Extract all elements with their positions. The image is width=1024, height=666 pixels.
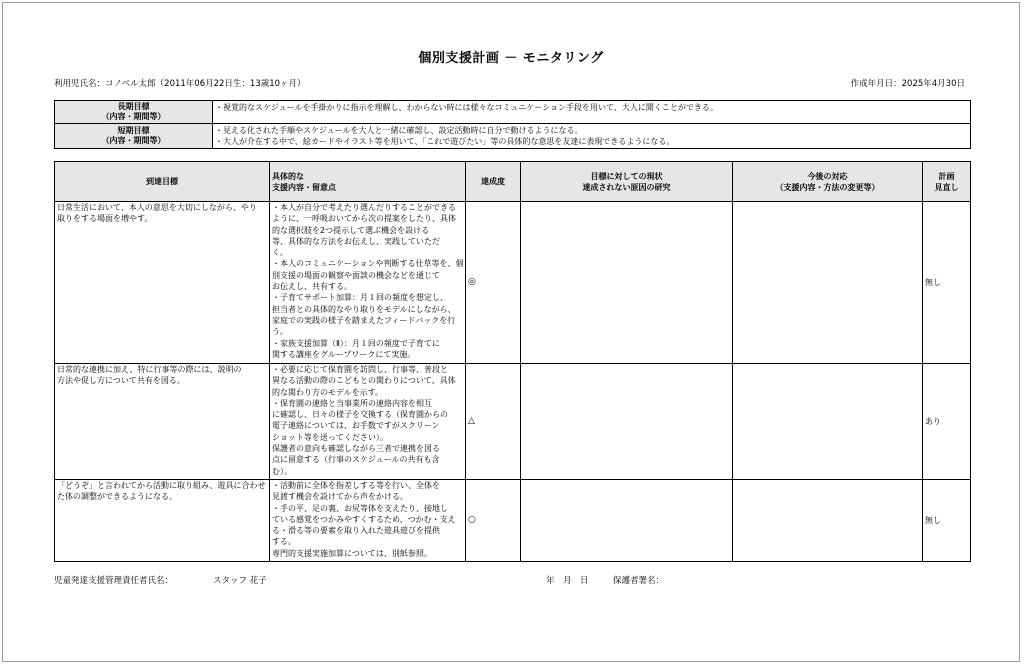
guardian-signature-label: 保護者署名： xyxy=(613,576,665,586)
plan-review-cell: あり xyxy=(923,364,971,480)
analysis-cell xyxy=(521,202,733,364)
header-future: 今後の対応 （支援内容・方法の変更等） xyxy=(733,162,923,202)
signature-date: 年 月 日 xyxy=(546,576,589,586)
short-term-goal-label: 短期目標 （内容・期間等） xyxy=(55,124,213,149)
header-support: 具体的な 支援内容・留意点 xyxy=(270,162,466,202)
short-term-goal-row xyxy=(55,124,971,149)
user-info: 利用児氏名：コノベル太郎（2011年06月22日生：13歳10ヶ月） xyxy=(54,79,306,89)
long-term-goal-text: ・視覚的なスケジュールを手掛かりに指示を理解し、わからない時には様々なコミュニケーション手段を用いて、大人に聞くことができる。 xyxy=(213,101,971,124)
created-date: 作成年月日：2025年4月30日 xyxy=(850,79,965,89)
table-row xyxy=(55,364,971,480)
support-cell: ・必要に応じて保育園を訪問し、行事等、普段と 異なる活動の際のこどもとの関わりについて、具体 的な関わり方のモデルを示す。 ・保育園の連絡と当事業所の連絡内容を相互 に確認し、日々の様子を交換する（保育園からの 電子連絡については、お手数ですがスクリーン ショット等を送ってください）。 保護者の意向も確認しながら三者で連携を図る 点に留意する（行事のスケジュールの共有も含 む）。 xyxy=(270,364,466,480)
future-cell xyxy=(733,364,923,480)
long-term-goal-row xyxy=(55,101,971,124)
header-analysis: 目標に対しての現状 達成されない原因の研究 xyxy=(521,162,733,202)
achievement-cell: ◎ xyxy=(466,202,521,364)
goal-cell: 日常的な連携に加え、特に行事等の際には、説明の 方法や促し方について共有を図る。 xyxy=(55,364,270,480)
future-cell xyxy=(733,202,923,364)
page-title: 個別支援計画 － モニタリング xyxy=(418,51,604,66)
analysis-cell xyxy=(521,480,733,562)
header-goal: 到達目標 xyxy=(55,162,270,202)
short-term-goal-text: ・見える化された手順やスケジュールを大人と一緒に確認し、設定活動時に自分で動けるようになる。 ・大人が介在する中で、絵カードやイラスト等を用いて、「これで遊びたい」等の具体的な意思を友達に表現できるようになる。 xyxy=(213,124,971,149)
analysis-cell xyxy=(521,364,733,480)
plan-review-cell: 無し xyxy=(923,480,971,562)
plan-review-cell: 無し xyxy=(923,202,971,364)
manager-label: 児童発達支援管理責任者氏名： xyxy=(54,576,174,586)
table-row xyxy=(55,480,971,562)
document-page xyxy=(2,2,1020,662)
monitoring-table xyxy=(54,161,971,562)
table-header-row xyxy=(55,162,971,202)
future-cell xyxy=(733,480,923,562)
achievement-cell: ○ xyxy=(466,480,521,562)
manager-name: スタッフ 花子 xyxy=(213,576,267,586)
achievement-cell: △ xyxy=(466,364,521,480)
support-cell: ・本人が自分で考えたり選んだりすることができる ように、一呼吸おいてから次の提案をしたり、具体 的な選択肢を2つ提示して選ぶ機会を設ける 等、具体的な方法をお伝えし、実践していただ く。 ・本人のコミュニケーションや判断する仕草等を、個 別支援の場面の観察や面談の機会などを通じて お伝えし、共有する。 ・子育てサポート加算：月１回の頻度を想定し、 担当者との具体的なやり取りをモデルにしながら、 家庭での実践の様子を踏まえたフィードバックを行 う。 ・家族支援加算（Ⅱ）：月１回の頻度で子育てに 関する講座をグループワークにて実施。 xyxy=(270,202,466,364)
goals-table xyxy=(54,100,971,149)
goal-cell: 日常生活において、本人の意思を大切にしながら、やり 取りをする場面を増やす。 xyxy=(55,202,270,364)
header-plan-review: 計画 見直し xyxy=(923,162,971,202)
long-term-goal-label: 長期目標 （内容・期間等） xyxy=(55,101,213,124)
goal-cell: 「どうぞ」と言われてから活動に取り組み、遊具に合わせ た体の調整ができるようになる。 xyxy=(55,480,270,562)
support-cell: ・活動前に全体を指差しする等を行い、全体を 見渡す機会を設けてから声をかける。 ・手の平、足の裏、お尻等体を支えたり、接地し ている感覚をつかみやすくするため、つかむ・支え る・滑る等の要素を取り入れた遊具遊びを提供 する。 専門的支援実施加算については、別紙参照。 xyxy=(270,480,466,562)
table-row xyxy=(55,202,971,364)
header-achievement: 達成度 xyxy=(466,162,521,202)
